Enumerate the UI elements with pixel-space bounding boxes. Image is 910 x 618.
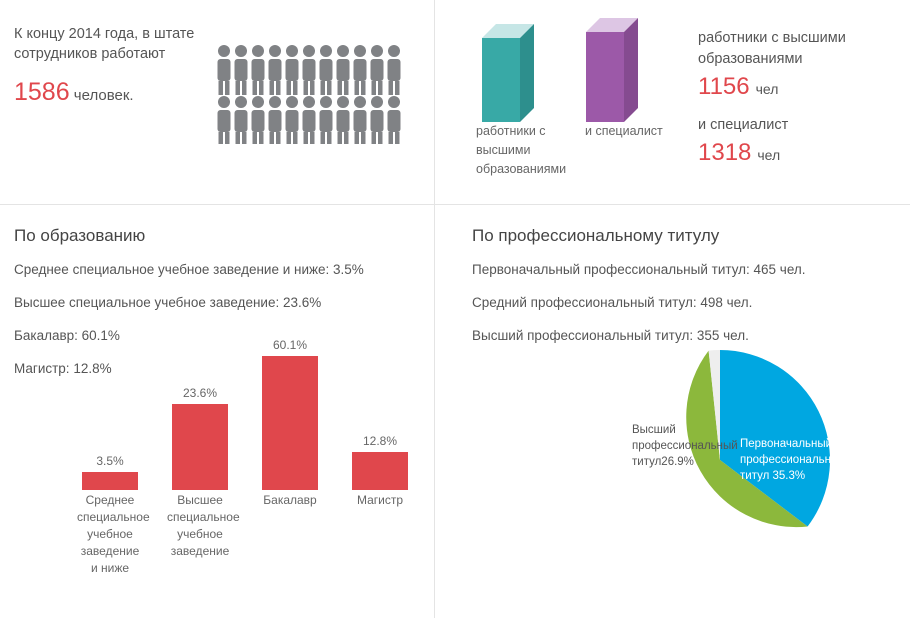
specialist-title: и специалист	[698, 117, 789, 133]
title-list	[472, 262, 902, 343]
bar-column	[350, 434, 410, 490]
bar-label-higher-education: работники с высшими образованиями	[476, 124, 567, 176]
education-summary-text	[698, 28, 910, 167]
title-pie-chart	[600, 340, 846, 585]
bar-column	[170, 386, 230, 490]
specialist-value-row	[698, 139, 910, 167]
bar-category-label: Среднее специальное учебное заведение и ниже	[77, 493, 150, 575]
education-summary-panel	[450, 0, 910, 204]
pie-label-initial: Первоначальный профессиональный титул 35.3%	[740, 438, 846, 482]
higher-education-title: работники с высшими образованиями	[698, 30, 846, 67]
horizontal-divider	[0, 204, 910, 205]
bar-value-label: 23.6%	[182, 386, 218, 400]
title-list-item: Средний профессиональный титул: 498 чел.	[472, 295, 753, 310]
higher-education-unit: чел	[755, 81, 779, 97]
headcount-number: 1586	[14, 78, 70, 106]
bar-rect	[262, 356, 318, 490]
headcount-intro: К концу 2014 года, в штате сотрудников работают	[14, 26, 195, 62]
title-panel-title: По профессиональному титулу	[472, 226, 720, 245]
bar-value-label: 3.5%	[96, 454, 124, 468]
bar-label-specialist: и специалист	[585, 124, 663, 138]
bar-rect	[82, 472, 138, 490]
people-row-icon	[216, 44, 416, 144]
bar-value-label: 12.8%	[362, 434, 398, 448]
education-bar-chart	[10, 330, 430, 610]
bar-rect	[352, 452, 408, 490]
title-list-item: Первоначальный профессиональный титул: 465 чел.	[472, 262, 806, 277]
bar-column	[260, 338, 320, 490]
bar-column	[80, 454, 140, 490]
vertical-divider	[434, 0, 435, 618]
bar-category-label: Бакалавр	[263, 493, 317, 507]
education-list-item: Высшее специальное учебное заведение: 23.6%	[14, 295, 322, 310]
headcount-unit: человек.	[73, 87, 134, 104]
education-panel-title: По образованию	[14, 226, 146, 245]
bar-category-label: Магистр	[356, 493, 404, 507]
pie-label-high: Высший профессиональный титул26.9%	[632, 424, 738, 468]
higher-education-value: 1156	[698, 73, 750, 100]
bar-category-label: Высшее специальное учебное заведение	[167, 493, 240, 558]
specialist-unit: чел	[757, 147, 781, 163]
specialist-value: 1318	[698, 139, 752, 166]
pie-label-middle: Средний профессиональный титул38%	[672, 510, 778, 554]
education-list-item: Среднее специальное учебное заведение и ниже: 3.5%	[14, 262, 364, 277]
education-list-item: Магистр: 12.8%	[14, 361, 112, 376]
education-list-item: Бакалавр: 60.1%	[14, 328, 120, 343]
bar-value-label: 60.1%	[272, 338, 308, 352]
bar-rect	[172, 404, 228, 490]
higher-education-value-row	[698, 73, 910, 101]
title-list-item: Высший профессиональный титул: 355 чел.	[472, 328, 749, 343]
